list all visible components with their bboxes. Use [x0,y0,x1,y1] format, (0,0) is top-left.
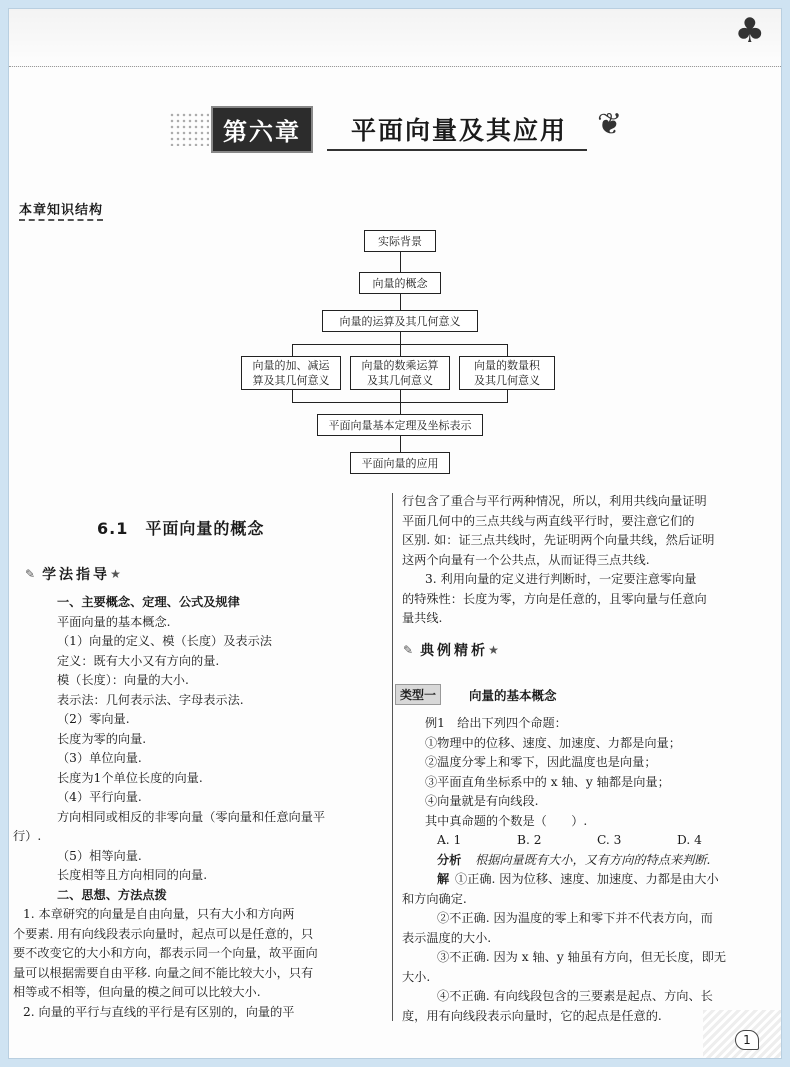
text-line: 的特殊性：长度为零，方向是任意的，且零向量与任意向 [402,591,707,606]
solution-line: 大小. [402,969,431,984]
type-title: 向量的基本概念 [469,688,557,703]
solution-line: ②不正确. 因为温度的零上和零下并不代表方向，而 [437,911,713,925]
flow-node-background: 实际背景 [364,230,436,252]
example-line: ③平面直角坐标系中的 x 轴、y 轴都是向量； [425,774,670,789]
flow-text: 及其几何意义 [367,374,433,387]
flow-node-operations: 向量的运算及其几何意义 [322,310,478,332]
flow-connector [400,402,401,414]
example-line: ④向量就是有向线段. [425,794,539,808]
solution-line: 表示温度的大小. [402,930,492,945]
solution-line: 度，用有向线段表示向量时，它的起点是任意的. [402,1008,662,1023]
text-line: 平面几何中的三点共线与两直线平行时，要注意它们的 [402,513,695,528]
text-line: 区别. 如：证三点共线时，先证明两个向量共线，然后证明 [402,533,715,547]
flow-text: 向量的加、减运 [252,359,330,372]
option-b: B. 2 [517,833,542,847]
text-line: 个要素. 用有向线段表示向量时，起点可以是任意的，只 [13,926,314,941]
flow-connector [400,436,401,452]
example-line: ②温度分零上和零下，因此温度也是向量； [425,755,657,769]
flow-text: 向量的数量积 [474,359,540,372]
text-line: 二、思想、方法点拨 [57,887,167,902]
solution-line: ④不正确. 有向线段包含的三要素是起点、方向、长 [437,989,713,1003]
banner-text: 典例精析 [420,643,489,659]
text-line: 平面向量的基本概念. [57,614,171,629]
text-line: 模（长度）：向量的大小. [57,673,189,687]
type-tag: 类型一 [395,684,441,705]
text-line: 这两个向量有一个公共点，从而证得三点共线. [402,552,650,567]
flow-text: 算及其几何意义 [252,374,330,387]
text-line: 行包含了重合与平行两种情况，所以，利用共线向量证明 [402,494,707,508]
text-line: （4）平行向量. [57,790,142,804]
flow-connector [507,390,508,402]
text-line: 长度为1个单位长度的向量. [57,770,203,785]
flow-connector [400,344,401,356]
option-a: A. 1 [437,833,462,847]
text-line: 表示法：几何表示法、字母表示法. [57,692,244,707]
analysis-label: 分析 [437,852,462,867]
chapter-title: 平面向量及其应用 [351,116,568,145]
text-line: 长度相等且方向相同的向量. [57,868,208,882]
solution-line: ③不正确. 因为 x 轴、y 轴虽有方向，但无长度，即无 [437,950,727,964]
text-line: （5）相等向量. [57,848,142,863]
structure-label: 本章知识结构 [19,199,103,221]
solution-line: 和方向确定. [402,891,467,906]
chapter-heading [169,109,567,149]
text-line: 1. 本章研究的向量是自由向量，只有大小和方向两 [23,907,295,921]
option-c: C. 3 [597,833,622,847]
text-line: 2. 向量的平行与直线的平行是有区别的，向量的平 [23,1004,295,1019]
text-line: 长度为零的向量. [57,731,147,746]
flow-node-concept: 向量的概念 [359,272,441,294]
flow-connector [292,344,293,356]
example-line: 其中真命题的个数是（ ）. [425,813,588,828]
flow-node-scalar [350,356,450,390]
banner-text: 学法指导 [42,567,111,583]
text-line: 3. 利用向量的定义进行判断时，一定要注意零向量 [425,572,697,586]
text-line: 一、主要概念、定理、公式及规律 [57,595,240,609]
flow-node-dot-product [459,356,555,390]
flow-node-theorem: 平面向量基本定理及坐标表示 [317,414,483,436]
flow-node-addition [241,356,341,390]
page-number: 1 [735,1030,759,1050]
star-icon: ★ [110,567,124,581]
dots-decoration [169,112,209,146]
chapter-number: 第六章 [211,106,313,153]
title-underline [327,149,587,151]
text-line: 方向相同或相反的非零向量（零向量和任意向量平 [57,809,326,824]
option-d: D. 4 [677,833,702,847]
section-title: 6.1 平面向量的概念 [97,519,265,538]
tree-decoration-icon: ♣ [734,11,765,51]
leaf-icon: ❦ [597,107,623,142]
text-line: （2）零向量. [57,712,130,726]
flow-node-application: 平面向量的应用 [350,452,450,474]
text-line: 定义：既有大小又有方向的量. [57,653,220,668]
star-icon: ★ [488,643,502,657]
text-line: 量共线. [402,611,443,625]
flow-connector [292,390,293,402]
analysis-text: 根据向量既有大小，又有方向的特点来判断. [475,852,711,867]
flow-connector [400,252,401,272]
text-line: （3）单位向量. [57,751,142,765]
text-line: 行）. [13,829,42,843]
solution-label: 解 [437,872,450,886]
flow-text: 向量的数乘运算 [361,359,439,372]
flow-connector [507,344,508,356]
book-icon: ✎ [25,567,39,581]
study-guide-banner [25,564,128,584]
text-line: 要不改变它的大小和方向，都表示同一个向量，故平面向 [13,946,318,960]
book-icon: ✎ [403,643,417,657]
example-line: 例1 给出下列四个命题： [425,716,567,730]
text-line: （1）向量的定义、模（长度）及表示法 [57,634,272,648]
flow-connector [400,332,401,344]
example-banner [403,640,506,660]
column-divider [392,493,393,1021]
example-line: ①物理中的位移、速度、加速度、力都是向量； [425,735,681,750]
text-line: 量可以根据需要自由平移. 向量之间不能比较大小，只有 [13,965,314,980]
flow-connector [400,390,401,402]
solution-line: ①正确. 因为位移、速度、加速度、力都是由大小 [455,872,719,886]
flow-connector [400,294,401,310]
flow-text: 及其几何意义 [474,374,540,387]
page [8,8,782,1059]
text-line: 相等或不相等，但向量的模之间可以比较大小. [13,985,261,999]
header-band [9,9,782,67]
